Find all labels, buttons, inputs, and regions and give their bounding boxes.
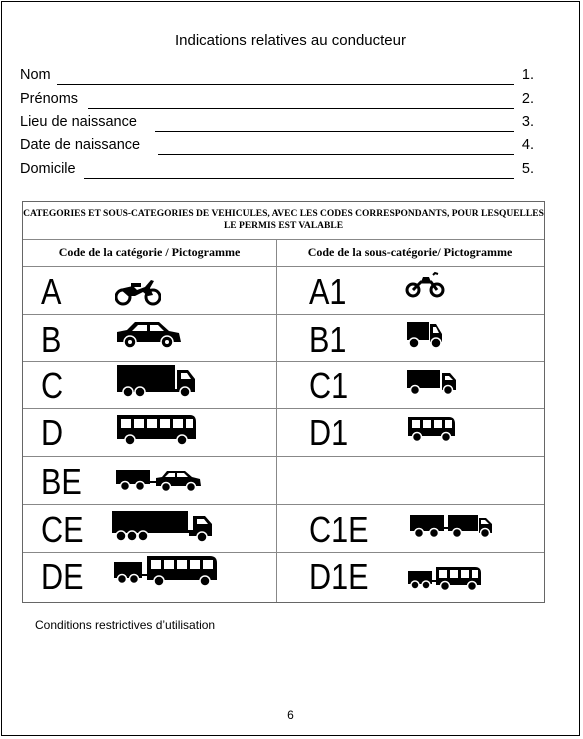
conditions-label: Conditions restrictives d’utilisation xyxy=(35,618,216,632)
field-label: Lieu de naissance xyxy=(20,114,137,130)
subcategory-code: C1E xyxy=(309,509,369,550)
divider xyxy=(23,239,544,240)
bus-with-trailer-icon xyxy=(113,554,219,588)
car-with-trailer-icon xyxy=(115,468,203,496)
category-code: A xyxy=(41,271,62,312)
nom-fill-line[interactable] xyxy=(57,84,514,85)
prenoms-fill-line[interactable] xyxy=(88,108,514,109)
category-code: CE xyxy=(41,509,84,550)
light-truck-with-trailer-icon xyxy=(409,512,495,540)
category-code: B xyxy=(41,319,62,360)
subcategory-code: B1 xyxy=(309,319,347,360)
table-heading: CATEGORIES ET SOUS-CATEGORIES DE VEHICULES, AVEC LES CODES CORRESPONDANTS, POUR LESQUELLES LE PERMIS EST VALABLE xyxy=(23,209,544,231)
subcategory-code: D1 xyxy=(309,412,349,453)
column-header-category: Code de la catégorie / Pictogramme xyxy=(58,245,241,259)
divider xyxy=(23,552,544,553)
subcategory-code: A1 xyxy=(309,271,347,312)
category-code: BE xyxy=(41,461,82,502)
field-domicile xyxy=(20,161,534,181)
field-date-naissance xyxy=(20,137,534,157)
field-label: Prénoms xyxy=(20,91,79,107)
field-prenoms xyxy=(20,91,534,111)
page-number: 6 xyxy=(287,708,294,722)
field-number: 5. xyxy=(521,161,534,177)
category-code: D xyxy=(41,412,64,453)
bus-icon xyxy=(116,412,198,446)
category-code: C xyxy=(41,365,64,406)
field-number: 4. xyxy=(521,137,534,153)
field-number: 1. xyxy=(521,67,534,83)
car-icon xyxy=(115,320,183,350)
divider xyxy=(23,456,544,457)
field-lieu-naissance xyxy=(20,114,534,134)
field-label: Domicile xyxy=(20,161,76,177)
date-naissance-fill-line[interactable] xyxy=(158,154,514,155)
minibus-with-trailer-icon xyxy=(407,564,483,592)
field-number: 3. xyxy=(521,114,534,130)
articulated-truck-icon xyxy=(111,510,215,544)
page-title: Indications relatives au conducteur xyxy=(175,32,406,49)
document-page xyxy=(1,1,580,736)
motorcycle-icon xyxy=(115,276,161,306)
divider xyxy=(23,266,544,267)
domicile-fill-line[interactable] xyxy=(84,178,514,179)
divider xyxy=(23,408,544,409)
subcategory-code: C1 xyxy=(309,365,349,406)
light-truck-icon xyxy=(406,368,458,396)
minibus-icon xyxy=(407,414,457,444)
category-code: DE xyxy=(41,556,84,597)
field-nom xyxy=(20,67,534,87)
column-header-subcategory: Code de la sous-catégorie/ Pictogramme xyxy=(307,245,513,259)
divider xyxy=(23,361,544,362)
light-motorcycle-icon xyxy=(405,270,445,298)
categories-table xyxy=(22,201,545,603)
column-divider xyxy=(276,239,277,602)
field-number: 2. xyxy=(521,91,534,107)
field-label: Date de naissance xyxy=(20,137,141,153)
three-wheeler-icon xyxy=(406,320,446,350)
field-label: Nom xyxy=(20,67,51,83)
divider xyxy=(23,314,544,315)
truck-icon xyxy=(116,364,198,398)
lieu-naissance-fill-line[interactable] xyxy=(155,131,514,132)
subcategory-code: D1E xyxy=(309,556,369,597)
divider xyxy=(23,504,544,505)
